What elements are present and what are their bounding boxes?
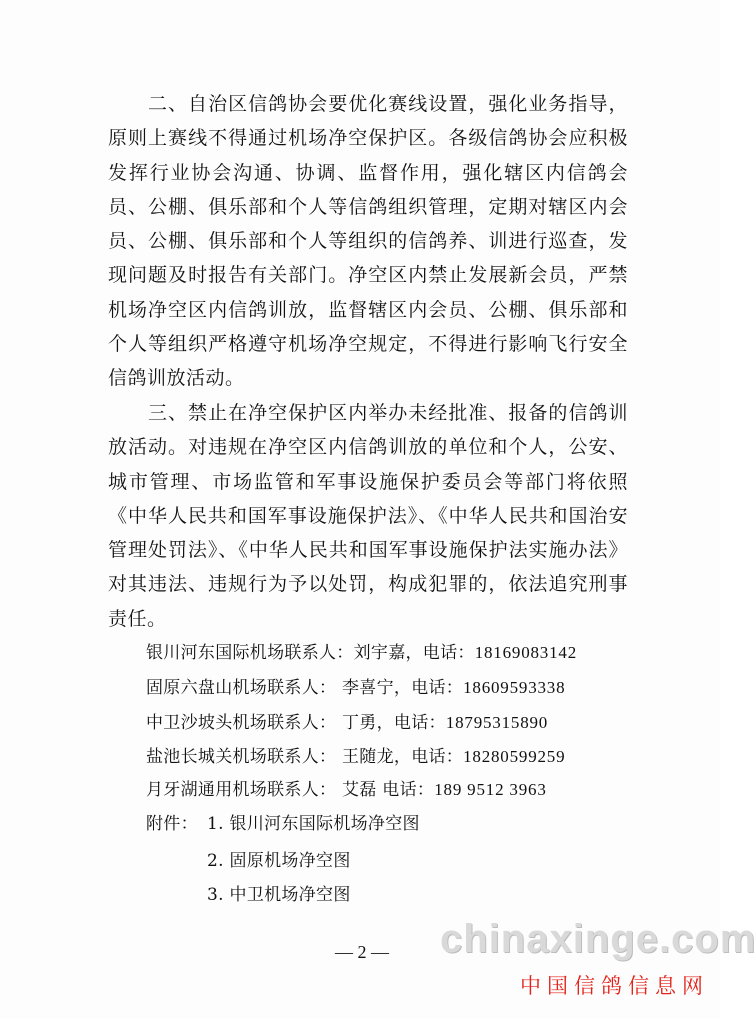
- contact-phone: 18169083142: [474, 643, 578, 662]
- contact-label: 中卫沙坡头机场联系人： 丁勇，电话：: [146, 713, 446, 733]
- attachment-item: 1. 银川河东国际机场净空图: [207, 814, 420, 834]
- paragraph-section-three: 三、禁止在净空保护区内举办未经批准、报备的信鸽训放活动。对违规在净空区内信鸽训放的单位和个人，公安、城市管理、市场监管和军事设施保护委员会等部门将依照《中华人民共和国军事设施保护法》、《中华人民共和国治安管理处罚法》、《中华人民共和国军事设施保护法实施办法》对其违法、违规行为予以处罚，构成犯罪的，依法追究刑事责任。: [108, 402, 628, 630]
- contact-phone: 18795315890: [445, 713, 549, 732]
- contact-line: [146, 775, 547, 800]
- contact-phone: 189 9512 3963: [434, 780, 547, 799]
- contact-label: 银川河东国际机场联系人：刘宇嘉，电话：: [146, 643, 475, 663]
- watermark-site-name: 中国信鸽信息网: [520, 974, 709, 998]
- contact-line: [146, 673, 565, 698]
- contact-label: 盐池长城关机场联系人： 王随龙，电话：: [146, 747, 464, 767]
- page-number: — 2 —: [335, 942, 389, 962]
- paragraph-section-two: 二、自治区信鸽协会要优化赛线设置，强化业务指导，原则上赛线不得通过机场净空保护区。各级信鸽协会应积极发挥行业协会沟通、协调、监督作用，强化辖区内信鸽会员、公棚、俱乐部和个人等信鸽组织管理，定期对辖区内会员、公棚、俱乐部和个人等组织的信鸽养、训进行巡查，发现问题及时报告有关部门。净空区内禁止发展新会员，严禁机场净空区内信鸽训放，监督辖区内会员、公棚、俱乐部和个人等组织严格遵守机场净空规定，不得进行影响飞行安全信鸽训放活动。: [108, 93, 628, 390]
- attachment-item: 3. 中卫机场净空图: [207, 885, 351, 905]
- contact-phone: 18609593338: [463, 678, 566, 697]
- contact-line: [146, 638, 577, 663]
- watermark-domain: chinaxinge.com: [440, 917, 756, 961]
- contact-line: [146, 742, 565, 767]
- attachment-item: 2. 固原机场净空图: [207, 851, 351, 871]
- contact-label: 月牙湖通用机场联系人： 艾磊 电话：: [146, 780, 435, 800]
- contact-phone: 18280599259: [463, 747, 566, 766]
- contact-label: 固原六盘山机场联系人： 李喜宁，电话：: [146, 678, 464, 698]
- contact-line: [146, 708, 548, 733]
- attachments-label: 附件：: [146, 814, 198, 834]
